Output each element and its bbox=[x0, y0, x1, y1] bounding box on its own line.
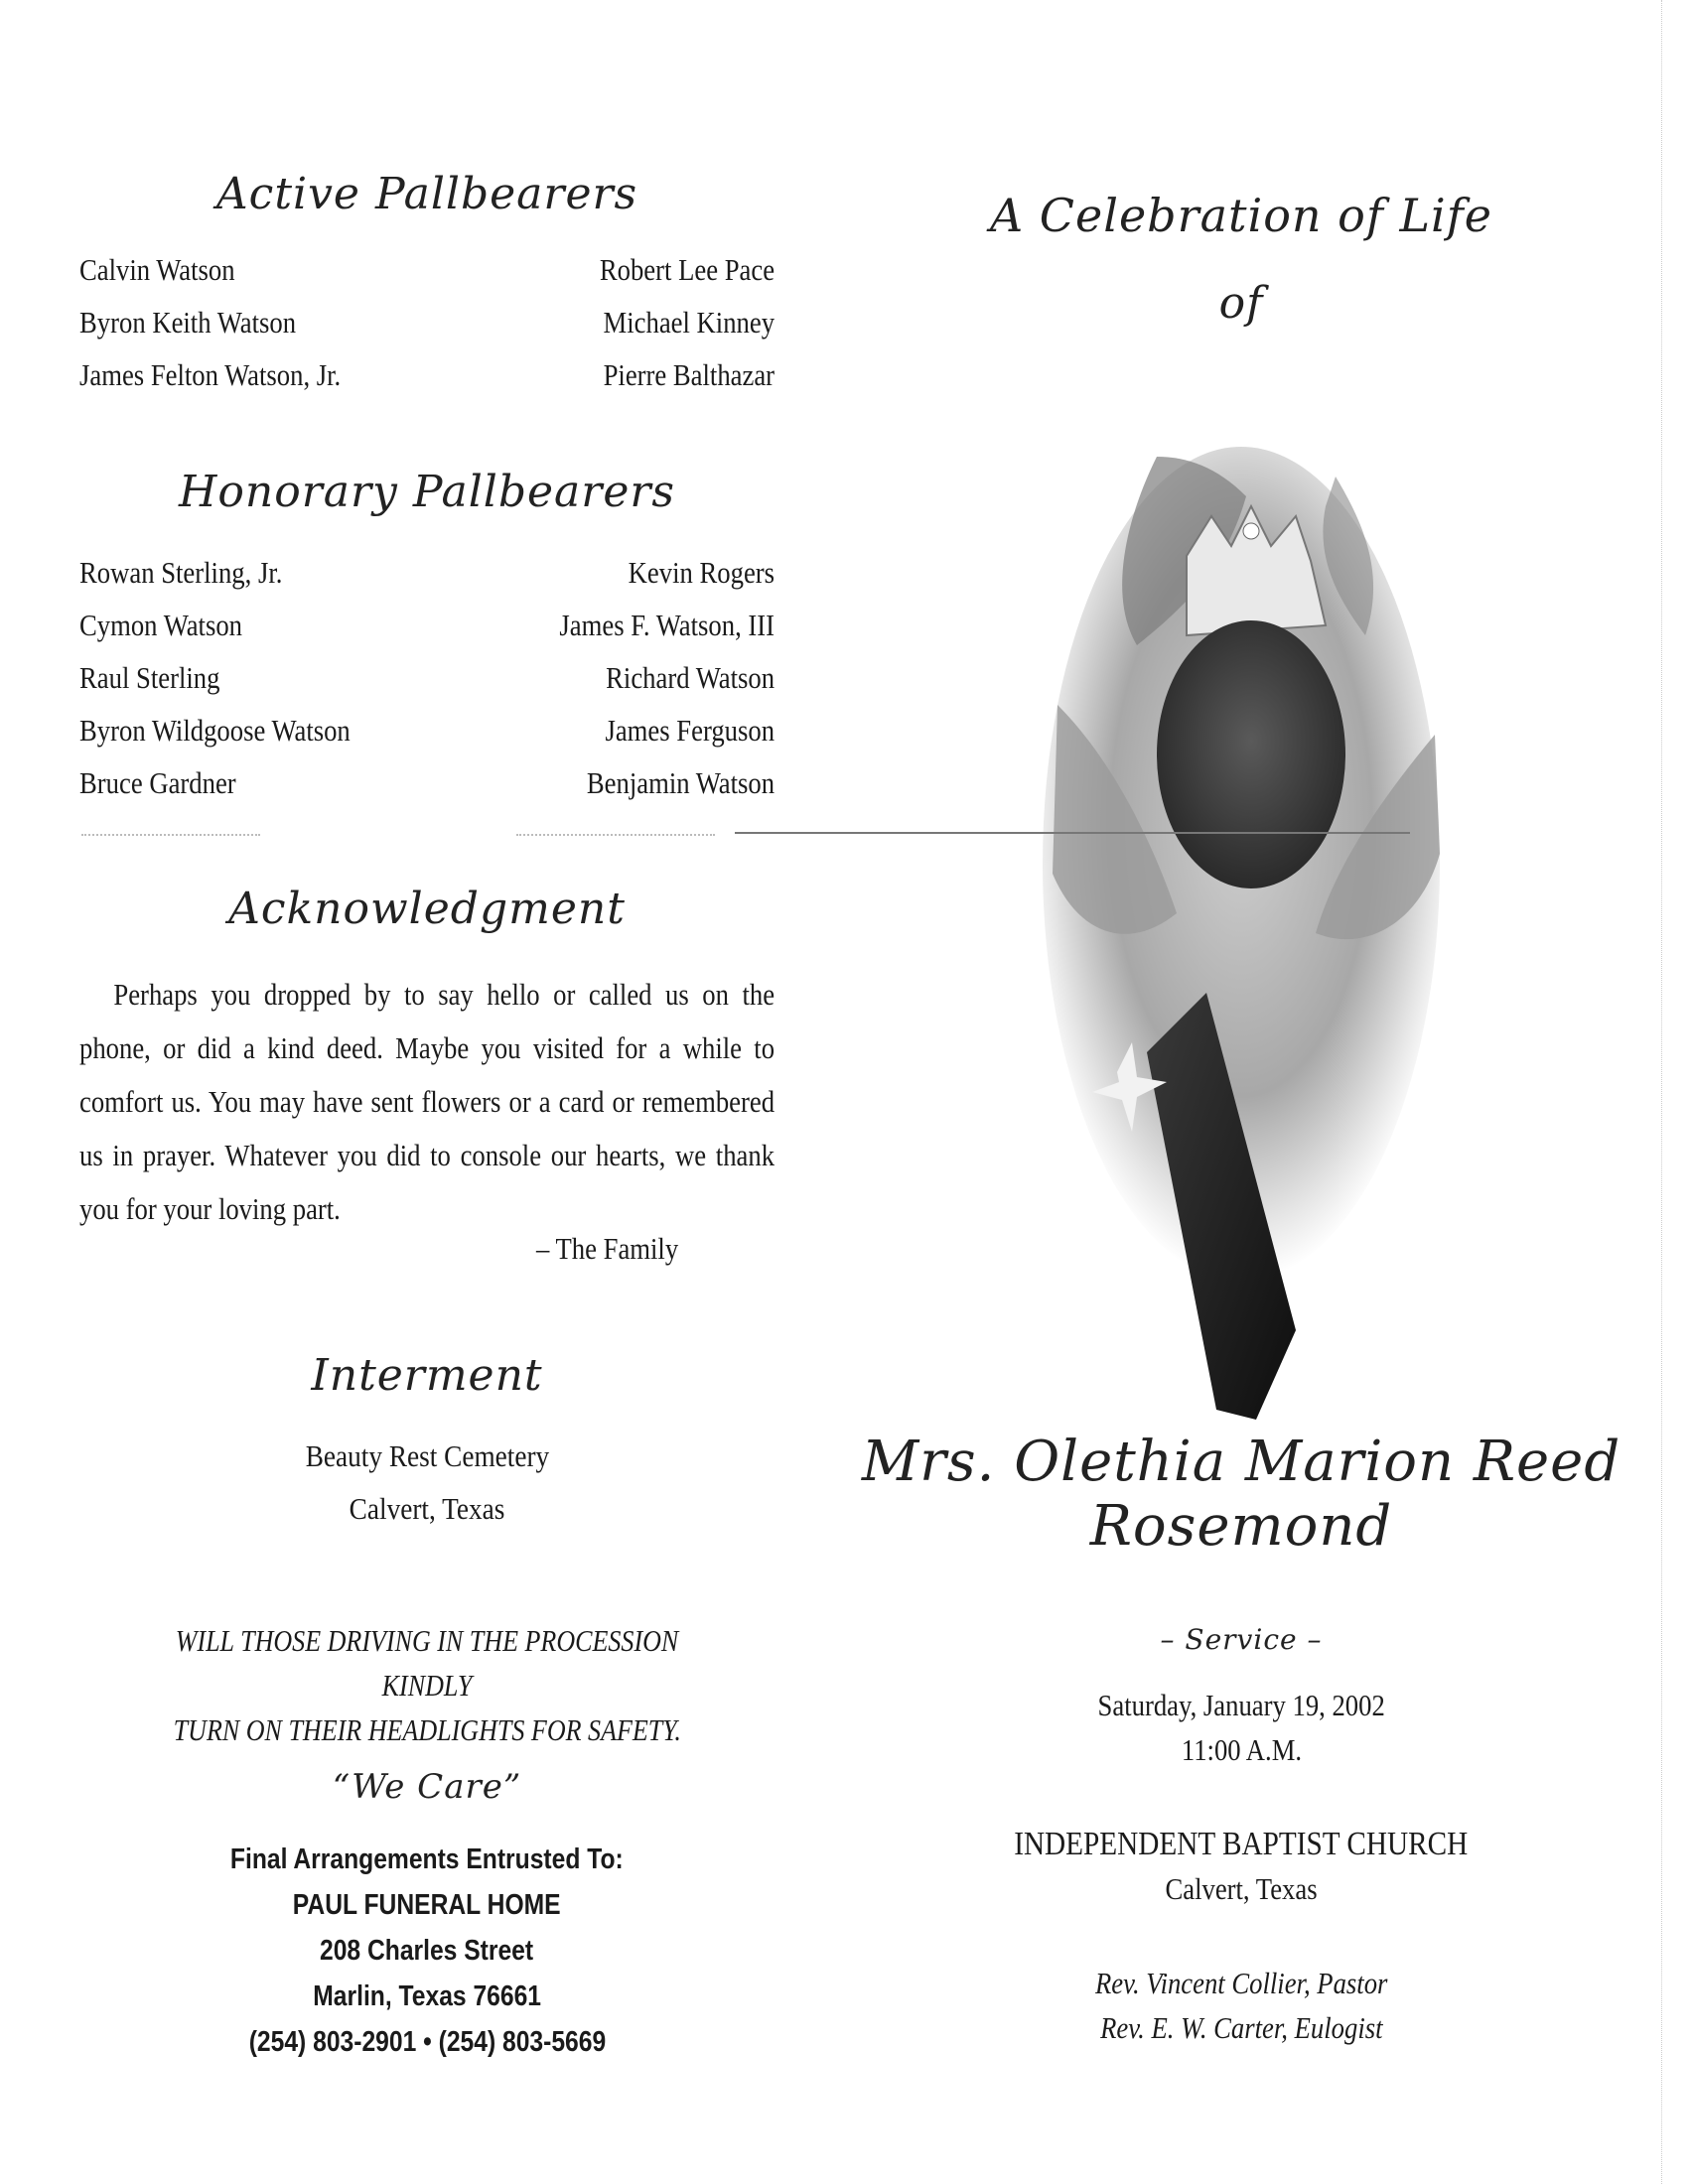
portrait-photo bbox=[1038, 437, 1455, 1430]
funeral-home-arrangements: Final Arrangements Entrusted To: PAUL FUNERAL HOME 208 Charles Street Marlin, Texas 76661 (254) 803-2901 • (254) 803-5669 bbox=[230, 1843, 624, 2058]
procession-notice: WILL THOSE DRIVING IN THE PROCESSION KINDLY TURN ON THEIR HEADLIGHTS FOR SAFETY. bbox=[173, 1623, 681, 1747]
list-item: Raul Sterling Richard Watson bbox=[79, 660, 776, 695]
list-item: Byron Wildgoose Watson James Ferguson bbox=[79, 713, 776, 748]
cemetery-city: Calvert, Texas bbox=[349, 1491, 505, 1526]
we-care-motto: “We Care” bbox=[332, 1767, 522, 1807]
church-city: Calvert, Texas bbox=[1165, 1871, 1318, 1906]
acknowledgment-heading: Acknowledgment bbox=[228, 884, 626, 934]
list-item: Rowan Sterling, Jr. Kevin Rogers bbox=[79, 555, 776, 590]
pastor-name: Rev. Vincent Collier, Pastor bbox=[1094, 1966, 1388, 2000]
fold-line bbox=[735, 832, 1410, 834]
celebration-title: A Celebration of Life bbox=[989, 189, 1493, 242]
eulogist-name: Rev. E. W. Carter, Eulogist bbox=[1099, 2010, 1383, 2045]
service-date: Saturday, January 19, 2002 bbox=[1097, 1688, 1385, 1722]
list-item: Byron Keith Watson Michael Kinney bbox=[79, 305, 776, 340]
active-pallbearers-list bbox=[79, 243, 776, 401]
acknowledgment-signature: – The Family bbox=[536, 1231, 679, 1266]
active-pallbearers-heading: Active Pallbearers bbox=[215, 169, 638, 219]
acknowledgment-text: Perhaps you dropped by to say hello or called us on the phone, or did a kind deed. Maybe you visited for a while to comfort us. You may have sent flowers or a card or remembered us in prayer. Whatever you did to console our hearts, we thank you for your loving part. bbox=[79, 977, 776, 1226]
service-datetime bbox=[874, 1683, 1609, 1772]
fold-dots-center bbox=[516, 834, 715, 838]
church-name: INDEPENDENT BAPTIST CHURCH bbox=[1014, 1826, 1469, 1862]
celebration-of: of bbox=[1218, 278, 1264, 329]
honorary-pallbearers-heading: Honorary Pallbearers bbox=[179, 467, 675, 517]
service-time: 11:00 A.M. bbox=[1181, 1732, 1302, 1767]
honorary-pallbearers-list bbox=[79, 546, 776, 809]
interment-details bbox=[79, 1430, 775, 1535]
clergy-list bbox=[874, 1961, 1609, 2050]
list-item: Calvin Watson Robert Lee Pace bbox=[79, 252, 776, 287]
deceased-name: Mrs. Olethia Marion Reed Rosemond bbox=[861, 1430, 1622, 1559]
memorial-portrait bbox=[1038, 437, 1455, 1430]
church-info bbox=[874, 1822, 1609, 1911]
list-item: Bruce Gardner Benjamin Watson bbox=[79, 765, 776, 800]
cemetery-name: Beauty Rest Cemetery bbox=[305, 1438, 549, 1473]
page-edge-line bbox=[1661, 0, 1662, 2184]
fold-dots-left bbox=[81, 834, 260, 838]
list-item: James Felton Watson, Jr. Pierre Balthazar bbox=[79, 357, 776, 392]
service-label: – Service – bbox=[1160, 1623, 1323, 1656]
interment-heading: Interment bbox=[311, 1350, 543, 1401]
list-item: Cymon Watson James F. Watson, III bbox=[79, 608, 776, 642]
